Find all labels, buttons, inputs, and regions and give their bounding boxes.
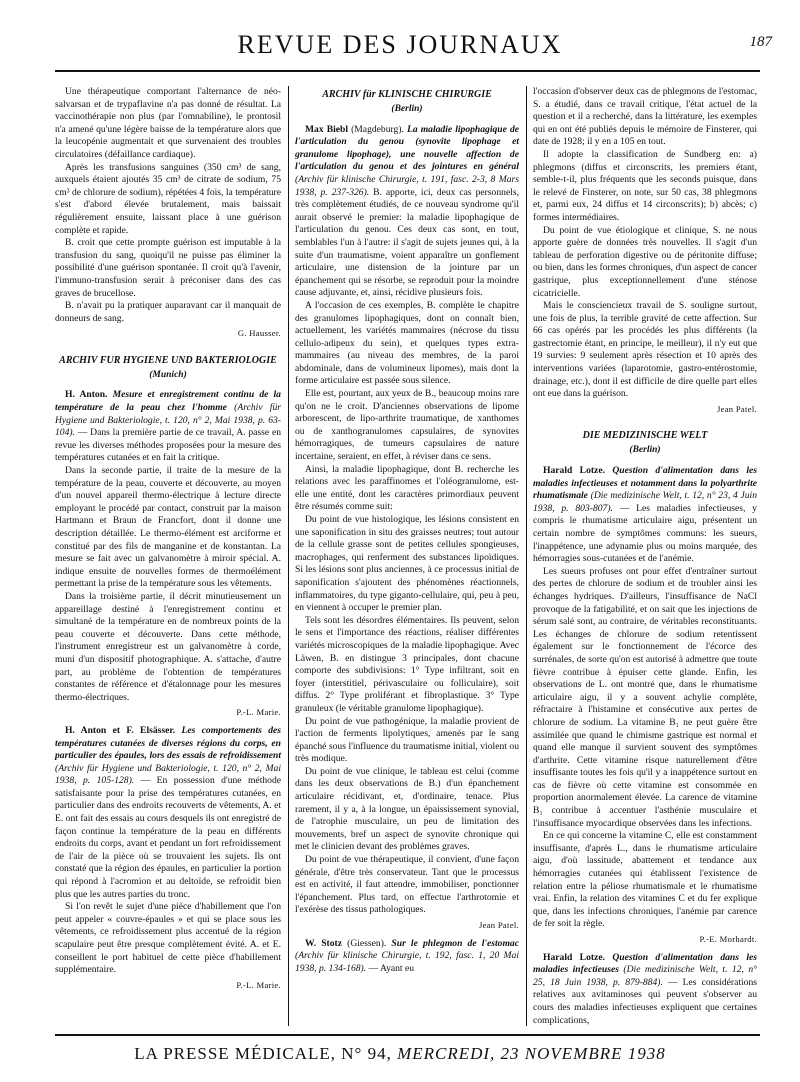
article-text: B. apporte, ici, deux cas personnels, très complètement étudiés, de ce nouveau syndrome qu'il aurait observé le premier: la maladie lipophagique de l'articulation du genou. Ces deux cas sont, en tout, semblables l'un à l'autre: il s'agit de sujets jeunes qui, à la suite d'un traumatisme, voient apparaître un gonflement articulaire, une distension de la jointure par un épanchement qui se résorbe, se reproduit pour la moindre cause adjuvante, et, ainsi, récidive plusieurs fois. <box>295 186 520 299</box>
article-reference: (Archiv für klinische Chirurgie, t. 191, fasc. 2-3, 8 Mars 1938, p. 237-326). <box>295 173 519 198</box>
column-divider-2 <box>526 86 527 1026</box>
signature: G. Hausser. <box>237 328 281 339</box>
paragraph: Une thérapeutique comportant l'alternance de néo-salvarsan et de trypaflavine n'a pas donné de résultat. La vaccinothérapie non plus (par l'omnabiline), le prontosil n'a amené qu'une légère baisse de la température alors que la leucopénie augmentait et que survenaient des troubles circulatoires (défaillance cardiaque). <box>55 86 281 160</box>
article-reference: (Archiv für Hygiene und Bakteriologie, t. 120, n° 2, Mai 1938, p. 63-104). <box>55 402 281 439</box>
paragraph: Du point de vue thérapeutique, il convient, d'une façon générale, d'être très conservateur. Tant que le processus est en activité, il faut attendre, immobiliser, ponctionner l'épanchement. Plus tard, on effectue l'arthrotomie et l'exérèse des tissus pathologiques. <box>295 854 519 916</box>
article-abstract <box>533 465 757 566</box>
paragraph: Dans la seconde partie, il traite de la mesure de la température de la peau, couverte et découverte, au moyen d'un nouvel appareil thermo-électrique à lecture directe employant le procédé par contact, construit par la maison Hartmann et Braun de Francfort, dont il donne une description détaillée. Le thermo-élément est arciforme et constitué par des fils de manganine et de konstantan. La mesure se fait avec un galvanomètre à miroir spécial. A. indique ensuite de nouvelles formes de thermoélément permettant la prise de la température sous les vêtements. <box>55 465 281 590</box>
footer-journal: LA PRESSE MÉDICALE, N° 94, <box>134 1044 398 1063</box>
article-reference: (Die medizinische Welt, t. 12, n° 25, 18 Juin 1938, p. 879-884). <box>533 964 757 988</box>
signature: P.-L. Marie. <box>236 979 281 990</box>
paragraph: Dans la troisième partie, il décrit minutieusement un appareillage destiné à l'enregistrement continu et simultané de la température en de nombreux points de la peau couverte et découverte. Dans cette méthode, l'instrument enregistreur est un galvanomètre à corde, muni d'un dispositif photographique. A. s'attache, d'autre part, au problème de l'obtention de températures constantes de référence et d'étalonnage pour les mesures thermo-électriques. <box>55 590 281 703</box>
article-text: — En possession d'une méthode satisfaisante pour la prise des températures cutanées, en particulier dans des endroits recouverts de vêtements, A. et E. ont fait des essais au cours desquels ils ont enregistré de façon continue la température de la peau en différents endroits du corps, avant et pendant un fort refroidissement de l'air de la pièce où se trouvaient les sujets. Ils ont constaté que la région des épaules, en particulier la portion qui répond à l'acromion et au deltoïde, se refroidit bien plus que les autres parties du tronc. <box>55 775 282 900</box>
paragraph: Elle est, pourtant, aux yeux de B., beaucoup moins rare qu'on ne le croit. D'anciennes observations de lipome arborescent, de lipo-arthrite traumatique, de xanthomes ou de xanthogranulomes capsulaires, de synovites hémorragiques, de tumeurs capsulaires de nature incertaine, seraient, en effet, à réviser dans ce sens. <box>295 388 519 463</box>
signature: Jean Patel. <box>716 403 757 414</box>
article-text: — Les maladies infectieuses, y compris le rhumatisme articulaire aigu, présentent un certain nombre de symptômes communs: les sueurs, l'inappétence, une adynamie plus ou moins marquée, des hémorragies sous-cutanées et de l'anémie. <box>533 502 757 565</box>
column-3 <box>533 86 757 1027</box>
article-text: — Ayant eu <box>366 962 415 974</box>
article-abstract <box>55 389 281 465</box>
paragraph: B. croit que cette prompte guérison est imputable à la transfusion du sang, quoiqu'il ne puisse pas éliminer la possibilité d'une guérison spontanée. Il croit qu'à l'avenir, l'immuno-transfusion serait à préconiser dans des cas graves de brucellose. <box>55 237 281 299</box>
article-abstract <box>295 124 519 300</box>
paragraph: l'occasion d'observer deux cas de phlegmons de l'estomac, S. a étudié, dans ce travail critique, l'état actuel de la question et il a recherché, dans la littérature, les exemples qui en ont été publiés depuis le mémoire de Finsterer, qui date de 1928; il y en a 105 en tout. <box>533 86 757 148</box>
page-footer <box>0 1044 800 1064</box>
article-author: H. Anton et F. Elsässer. <box>65 724 176 736</box>
article-title: Question d'alimentation dans les maladies infectieuses et notamment dans la polyarthrite rhumatismale <box>533 465 757 502</box>
article-author: Max Biebl <box>305 123 349 135</box>
section-title: ARCHIV für KLINISCHE CHIRURGIE <box>322 89 492 100</box>
header-rule <box>55 70 760 72</box>
paragraph: Ainsi, la maladie lipophagique, dont B. recherche les relations avec les paraffinomes et l'oléogranulome, est-elle une entité, dont les caractères primordiaux peuvent être résumés comme suit: <box>295 463 519 513</box>
paragraph: En ce qui concerne la vitamine C, elle est constamment insuffisante, d'après L., dans le rhumatisme articulaire aigu, d'où lassitude, abattement et tendance aux hémorragies cutanées qui établissent l'existence de relation entre la péliose rhumatismale et le rhumatisme vrai. Enfin, la relation des vitamines C et du fer explique que, dans les infections chroniques, l'anémie par carence de fer soit la règle. <box>533 830 757 930</box>
article-title: Question d'alimentation dans les maladies infectieuses <box>533 951 757 976</box>
paragraph: Du point de vue clinique, le tableau est celui (comme dans les deux observations de B.) d'un épanchement articulaire récidivant, et, d'ordinaire, tenace. Plus rarement, il y a, à la longue, un épaississement synovial, de l'atrophie musculaire, un peu de limitation des mouvements, bref un aspect de synovite chronique qui met le clinicien devant des problèmes graves. <box>295 765 519 853</box>
column-divider-1 <box>288 86 289 1026</box>
article-author: H. Anton. <box>65 389 108 401</box>
column-2 <box>295 86 519 975</box>
paragraph: Tels sont les désordres élémentaires. Ils peuvent, selon le sens et l'importance des réactions, réaliser différentes variétés microscopiques de la maladie lipophagique. Avec Läwen, B. en distingue 3 principales, dont chacune comporte des subdivisions: 1° Type infiltrant, soit en foyer (interstitiel, périvasculaire ou folliculaire), soit diffus. 2° Type proliférant et fibroplastique. 3° Type granuleux (le véritable granulome lipophagique). <box>295 614 519 714</box>
section-city: (Berlin) <box>391 104 423 114</box>
journal-title: REVUE DES JOURNAUX <box>237 30 563 59</box>
article-author: W. Stotz <box>305 937 343 949</box>
page-number: 187 <box>749 34 772 50</box>
article-author-place: (Giessen). <box>342 937 392 949</box>
section-title: DIE MEDIZINISCHE WELT <box>582 430 708 442</box>
article-reference: (Archiv für klinische Chirurgie, t. 192, fasc. 1, 20 Mai 1938, p. 134-168). <box>295 950 519 974</box>
paragraph: Du point de vue pathogénique, la maladie provient de l'action de ferments lipolytiques, amenés par le sang épanché sous l'influence du traumatisme initial, violent ou très modique. <box>295 715 519 765</box>
paragraph: A l'occasion de ces exemples, B. complète le chapitre des granulomes lipophagiques, dont on connaît bien, actuellement, les variétés mammaires (nécrose du tissu cellulo-adipeux du sein), et quelques types extra-mammaires (au niveau des membres, de la paroi abdominale, dans de volumineux lipomes), mais dont la forme articulaire est passée sous silence. <box>295 299 519 387</box>
article-title: Les comportements des températures cutanées de diverses régions du corps, en particulier des épaules, lors des essais de refroidissement <box>55 724 281 762</box>
article-reference: (Die medizinische Welt, t. 12, n° 23, 4 Juin 1938, p. 803-807). <box>533 490 757 514</box>
article-abstract <box>295 938 519 976</box>
paragraph: Du point de vue histologique, les lésions consistent en une saponification in situ des graisses neutres; tout autour de la cellule grasse sont de petites cellules spongieuses, macrophages, qui renferment des substances lipoïdiques. Si les lésions sont plus anciennes, à ce processus initial de saponification s'ajoutent des phénomènes réactionnels, inflammatoires, du type giganto-cellulaire, qui, peu à peu, en viennent à occuper le premier plan. <box>295 514 519 614</box>
article-text: — Les considérations relatives aux avitaminoses qui peuvent s'observer au cours des maladies infectieuses expliquent que certaines complications, <box>533 976 757 1026</box>
paragraph: Après les transfusions sanguines (350 cm³ de sang, auxquels étaient ajoutés 35 cm³ de citrate de sodium, 75 cm³ de chlorure de sodium), répétées 4 fois, la température s'est d'abord élevée brutalement, mais baissait régulièrement ensuite, laissant place à une guérison complète et rapide. <box>55 161 281 236</box>
footer-date: MERCREDI, 23 NOVEMBRE 1938 <box>397 1044 666 1063</box>
article-text: — Dans la première partie de ce travail, A. passe en revue les diverses méthodes proposées pour la mesure des températures cutanées et en fait la critique. <box>55 427 281 464</box>
signature: P.-L. Marie. <box>236 707 281 718</box>
article-abstract <box>533 952 757 1028</box>
signature: Jean Patel. <box>478 920 519 930</box>
article-author: Harald Lotze. <box>543 465 605 477</box>
paragraph: Si l'on revêt le sujet d'une pièce d'habillement que l'on peut appeler « couvre-épaules » et qui se place sous les vêtements, ce refroidissement plus accentué de la région scapulaire peut être presque complètement évité. A. et E. conseillent le port habituel de cette pièce d'habillement supplémentaire. <box>55 901 281 976</box>
signature: P.-E. Morhardt. <box>699 934 757 944</box>
paragraph: Mais le consciencieux travail de S. souligne surtout, une fois de plus, la terrible gravité de cette affection. Sur 66 cas opérés par les procédés les plus différents (la gastrectomie étant, en principe, le meilleur), il n'y eut que 19 survies: 9 seulement après résection et 10 après des interventions variées (laparotomie, gastro-entérostomie, drainage, etc.), dont il est difficile de dire quelle part elles ont eue dans la guérison. <box>533 300 757 400</box>
paragraph: Du point de vue étiologique et clinique, S. ne nous apporte guère de données très nouvelles. Il s'agit d'un tableau de perforation digestive ou de péritonite diffuse; ou bien, dans les formes chroniques, d'un aspect de cancer gastrique, plus exceptionnellement d'une sténose cicatricielle. <box>533 224 757 299</box>
section-city: (Berlin) <box>629 445 661 456</box>
article-title: Sur le phlegmon de l'estomac <box>391 937 519 949</box>
section-title: ARCHIV FUR HYGIENE UND BAKTERIOLOGIE <box>59 354 277 366</box>
column-1 <box>55 86 281 997</box>
paragraph: B. n'avait pu la pratiquer auparavant car il manquait de donneurs de sang. <box>55 300 281 324</box>
section-city: (Munich) <box>149 369 187 380</box>
article-title: La maladie lipophagique de l'articulation du genou (synovite lipophage et granulome lipophage), une nouvelle affection de l'articulation du genou et des jointures en général <box>295 123 520 173</box>
article-reference: (Archiv für Hygiene und Bakteriologie, t. 120, n° 2, Mai 1938, p. 105-128). <box>55 762 281 787</box>
article-author: Harald Lotze. <box>543 951 605 963</box>
paragraph: Il adopte la classification de Sundberg en: a) phlegmons (diffus et circonscrits, les premiers étant, semble-t-il, plus fréquents que les seconds puisque, dans le relevé de Finsterer, on note, sur 50 cas, 38 phlegmons et, parmi eux, 24 diffus et 14 circonscrits); b) abcès; c) formes intermédiaires. <box>533 148 757 223</box>
article-author-place: (Magdeburg). <box>348 123 407 135</box>
footer-rule <box>55 1034 760 1036</box>
paragraph: Les sueurs profuses ont pour effet d'entraîner surtout des pertes de chlorure de sodium et de troubler ainsi les échanges hydriques. D'ailleurs, l'insuffisance de NaCl provoque de la fatigabilité, et on sait que les injections de sérum salé sont, au contraire, de véritables reconstituants. Les échanges de chlorure de sodium retentissent également sur le fonctionnement de l'écorce des surrénales, de sorte qu'on est autorisé à admettre que toute fièvre contribue à épuiser cette glande. Enfin, les observations de L. ont montré que, dans le rhumatisme articulaire aigu, il y a souvent achylie complète, réfractaire à l'histamine et consécutive aux pertes de chlorure de sodium. La vitamine B₁ ne peut guère être assimilée que quand le chimisme gastrique est normal et quand elle manque il survient souvent des symptômes d'arthrite. Cette vitamine risque naturellement d'être insuffisante toutes les fois qu'il y a inappétence surtout en cas de fièvre où cette vitamine est consommée en proportion anormalement élevée. La carence de vitamine B₁ contribue à accentuer l'asthénie musculaire et l'insuffisance myocardique observées dans les infections. <box>533 565 757 829</box>
article-title: Mesure et enregistrement continu de la température de la peau chez l'homme <box>55 389 281 414</box>
article-abstract <box>55 725 281 901</box>
